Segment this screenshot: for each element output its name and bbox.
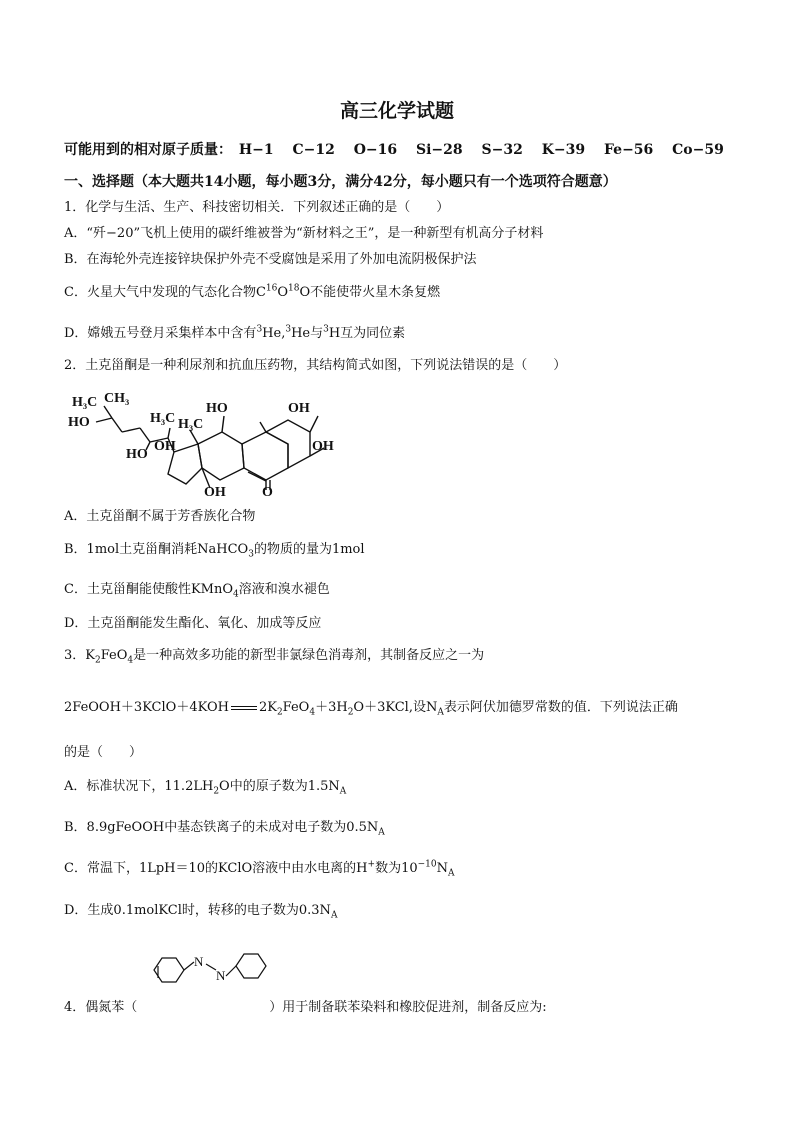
label-oh-4: OH [204,485,226,496]
azo-n1: N [194,954,204,969]
q2-option-d: D．土克甾酮能发生酯化、氧化、加成等反应 [64,616,322,631]
atomic-mass-item: C−12 [292,142,335,158]
label-oh-3: OH [312,439,334,454]
label-oh-2: OH [288,401,310,416]
label-ho-3: HO [206,401,228,416]
azobenzene-structure [144,940,274,1000]
q1-option-c: C．火星大气中发现的气态化合物$C^{16}O^{18}O$不能使带火星木条复燃 [64,283,441,300]
q1-option-d: D．嫦娥五号登月采集样本中含有$^3$He,$^3$He与$^3$H互为同位素 [64,324,406,341]
q3-option-d: D．生成0.1molKCl时，转移的电子数为$0.3N_A$ [64,903,338,921]
q3-stem: 3．$K_2FeO_4$是一种高效多功能的新型非氯绿色消毒剂，其制备反应之一为 [64,648,485,666]
label-ho-2: HO [126,447,148,462]
atomic-mass-item: Si−28 [415,142,463,158]
label-h3c: H₃C [72,395,98,410]
q2-option-a: A．土克甾酮不属于芳香族化合物 [64,509,256,524]
steroid-structure [62,388,352,496]
q4-stem: 4．偶氮苯（ ）用于制备联苯染料和橡胶促进剂，制备反应为: [64,1000,547,1015]
label-h3c-2: H₃C [150,411,176,426]
atomic-mass-item: S−32 [481,142,523,158]
equals-sign [231,706,257,710]
q2-stem: 2．土克甾酮是一种利尿剂和抗血压药物，其结构简式如图，下列说法错误的是（ ） [64,358,567,373]
q1-option-b: B．在海轮外壳连接锌块保护外壳不受腐蚀是采用了外加电流阴极保护法 [64,252,477,267]
atomic-mass-label: 可能用到的相对原子质量： [64,142,232,158]
label-ch3: CH₃ [104,391,130,406]
q1-option-a: A．“歼−20”飞机上使用的碳纤维被誉为“新材料之王”，是一种新型有机高分子材料 [64,226,544,241]
q3-option-a: A．标准状况下，$11.2LH_2O$中的原子数为$1.5N_A$ [64,779,347,797]
q2-option-c: C．土克甾酮能使酸性KMnO$_4$溶液和溴水褪色 [64,582,330,600]
azo-n2: N [216,968,226,983]
section-heading: 一、选择题（本大题共14小题，每小题3分，满分42分，每小题只有一个选项符合题意） [64,174,617,190]
atomic-mass-item: H−1 [238,142,274,158]
page-title: 高三化学试题 [339,100,454,122]
label-o: O [262,485,273,496]
label-h3c-3: H₃C [178,417,204,432]
label-ho: HO [68,415,90,430]
atomic-mass-item: Co−59 [672,142,724,158]
q2-option-b: B．1mol土克甾酮消耗NaHCO$_3$的物质的量为1mol [64,542,365,560]
atomic-mass-item: O−16 [353,142,398,158]
q3-option-b: B．8.9gFeOOH中基态铁离子的未成对电子数为$0.5N_A$ [64,820,385,838]
atomic-mass-item: Fe−56 [603,142,654,158]
atomic-mass-line [64,141,738,159]
q3-option-c: C．常温下，1LpH＝10的KClO溶液中由水电离的H+数为$10^{-10}N_A$ [64,859,455,879]
q3-equation: 2FeOOH＋3KClO＋4KOH $2K_2FeO_4+3H_2O+3KCl$,设$N_A$表示阿伏加德罗常数的值．下列说法正确 [64,700,678,718]
label-oh-1: OH [154,439,176,454]
q3-stem-end: 的是（ ） [64,745,143,760]
atomic-mass-item: K−39 [541,142,586,158]
q1-stem: 1．化学与生活、生产、科技密切相关．下列叙述正确的是（ ） [64,200,450,215]
